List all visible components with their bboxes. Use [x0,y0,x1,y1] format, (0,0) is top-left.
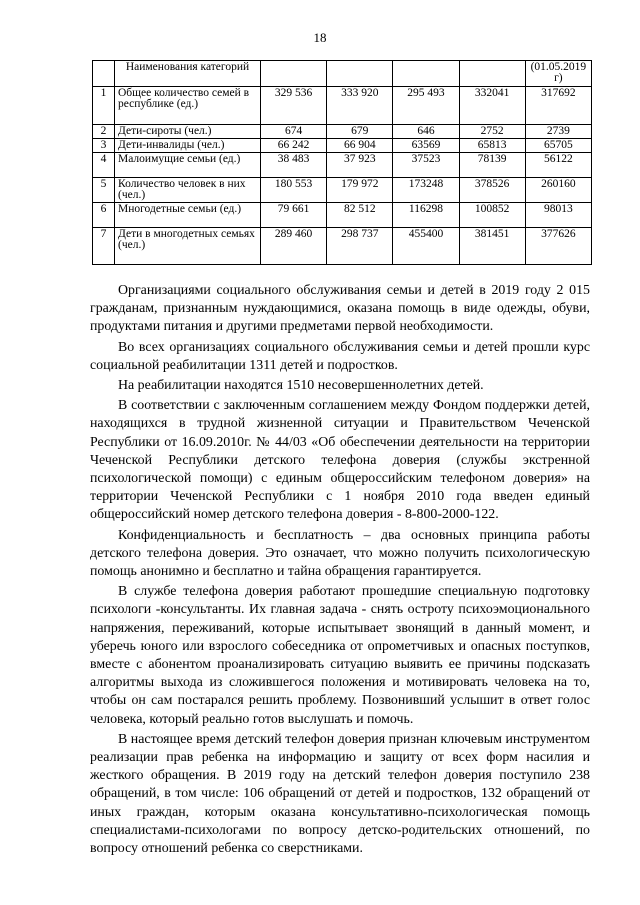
row-value-cell: 378526 [459,178,525,203]
row-number-cell: 7 [93,228,115,265]
row-name-cell: Дети-инвалиды (чел.) [115,139,261,153]
row-value-cell: 646 [393,125,459,139]
row-value-cell: 37523 [393,153,459,178]
row-value-cell: 82 512 [327,203,393,228]
row-value-cell: 679 [327,125,393,139]
row-value-cell: 66 242 [261,139,327,153]
row-value-cell: 98013 [525,203,591,228]
row-name-cell: Дети-сироты (чел.) [115,125,261,139]
table-row [93,203,592,228]
table-row [93,178,592,203]
row-value-cell: 65813 [459,139,525,153]
row-name-cell: Общее количество семей в республике (ед.) [115,87,261,125]
row-value-cell: 381451 [459,228,525,265]
header-name-cell: Наименования категорий [115,61,261,87]
row-value-cell: 179 972 [327,178,393,203]
row-value-cell: 317692 [525,87,591,125]
row-number-cell: 6 [93,203,115,228]
row-value-cell: 78139 [459,153,525,178]
row-name-cell: Многодетные семьи (ед.) [115,203,261,228]
row-value-cell: 2739 [525,125,591,139]
row-value-cell: 2752 [459,125,525,139]
row-name-cell: Количество человек в них (чел.) [115,178,261,203]
row-value-cell: 37 923 [327,153,393,178]
row-value-cell: 298 737 [327,228,393,265]
page-number: 18 [313,30,327,45]
row-value-cell: 56122 [525,153,591,178]
header-num-cell [93,61,115,87]
table-row [93,228,592,265]
row-number-cell: 2 [93,125,115,139]
header-cell-1 [261,61,327,87]
paragraph-1: Организациями социального обслуживания семьи и детей в 2019 году 2 015 гражданам, признанным нуждающимися, оказана помощь в виде одежды, обуви, продуктами питания и другими предметами первой необходимости. [90,283,590,335]
header-cell-4 [459,61,525,87]
row-value-cell: 674 [261,125,327,139]
header-cell-date: (01.05.2019 г) [525,61,591,87]
row-value-cell: 116298 [393,203,459,228]
statistics-table [92,60,592,265]
row-value-cell: 333 920 [327,87,393,125]
body-text [90,282,590,858]
row-value-cell: 100852 [459,203,525,228]
table-row [93,139,592,153]
header-cell-3 [393,61,459,87]
row-value-cell: 63569 [393,139,459,153]
row-value-cell: 455400 [393,228,459,265]
row-value-cell: 65705 [525,139,591,153]
row-value-cell: 66 904 [327,139,393,153]
table-row [93,125,592,139]
paragraph-4: В соответствии с заключенным соглашением между Фондом поддержки детей, находящихся в трудной жизненной ситуации и Правительством Чеченской Республики от 16.09.2010г. № 44/03 «Об обеспечении деятельности на территории Чеченской Республики детского телефона доверия (службы экстренной психологической помощи) с единым общероссийским телефоном доверия» на территории Чеченской Республики с 1 ноября 2010 года введен единый общероссийский номер детского телефона доверия - 8-800-2000-122. [90,398,590,523]
paragraph-5: Конфиденциальность и бесплатность – два основных принципа работы детского телефона доверия. Это означает, что можно получить психологическую помощь анонимно и бесплатно и тайна обращения гарантируется. [90,527,590,580]
row-value-cell: 289 460 [261,228,327,265]
row-value-cell: 332041 [459,87,525,125]
row-value-cell: 260160 [525,178,591,203]
header-cell-2 [327,61,393,87]
row-value-cell: 377626 [525,228,591,265]
row-value-cell: 329 536 [261,87,327,125]
row-number-cell: 5 [93,178,115,203]
row-number-cell: 1 [93,87,115,125]
paragraph-3: На реабилитации находятся 1510 несовершеннолетних детей. [118,378,484,394]
row-value-cell: 79 661 [261,203,327,228]
paragraph-7: В настоящее время детский телефон доверия признан ключевым инструментом реализации прав ребенка на информацию и защиту от всех форм насилия и жесткого обращения. В 2019 году на детский телефон доверия поступило 238 обращений, в том числе: 106 обращений от детей и подростков, 132 обращений от иных граждан, которым оказана консультативно-психологическая помощь специалистами-психологами по вопросу детско-родительских отношений, по вопросу отношений ребенка со сверстниками. [90,731,590,857]
table-row [93,153,592,178]
row-value-cell: 38 483 [261,153,327,178]
paragraph-2: Во всех организациях социального обслуживания семьи и детей прошли курс социальной реабилитации 1311 детей и подростков. [90,339,590,373]
row-value-cell: 180 553 [261,178,327,203]
row-number-cell: 3 [93,139,115,153]
row-name-cell: Малоимущие семьи (ед.) [115,153,261,178]
row-value-cell: 295 493 [393,87,459,125]
row-value-cell: 173248 [393,178,459,203]
row-name-cell: Дети в многодетных семьях (чел.) [115,228,261,265]
row-number-cell: 4 [93,153,115,178]
table-header-row [93,61,592,87]
paragraph-6: В службе телефона доверия работают прошедшие специальную подготовку психологи -консультанты. Их главная задача - снять остроту психоэмоционального напряжения, переживаний, которые испытывает звонящий в данный момент, и уберечь юного или взрослого собеседника от опрометчивых и опасных поступков, вместе с абонентом проанализировать ситуацию выявить ее причины подсказать алгоритмы выхода из сложившегося положения и мотивировать человека на то, чтобы он сам постарался решить проблему. Позвонивший услышит в ответ голос человека, который реально готов выслушать и помочь. [90,584,590,727]
table-row [93,87,592,125]
